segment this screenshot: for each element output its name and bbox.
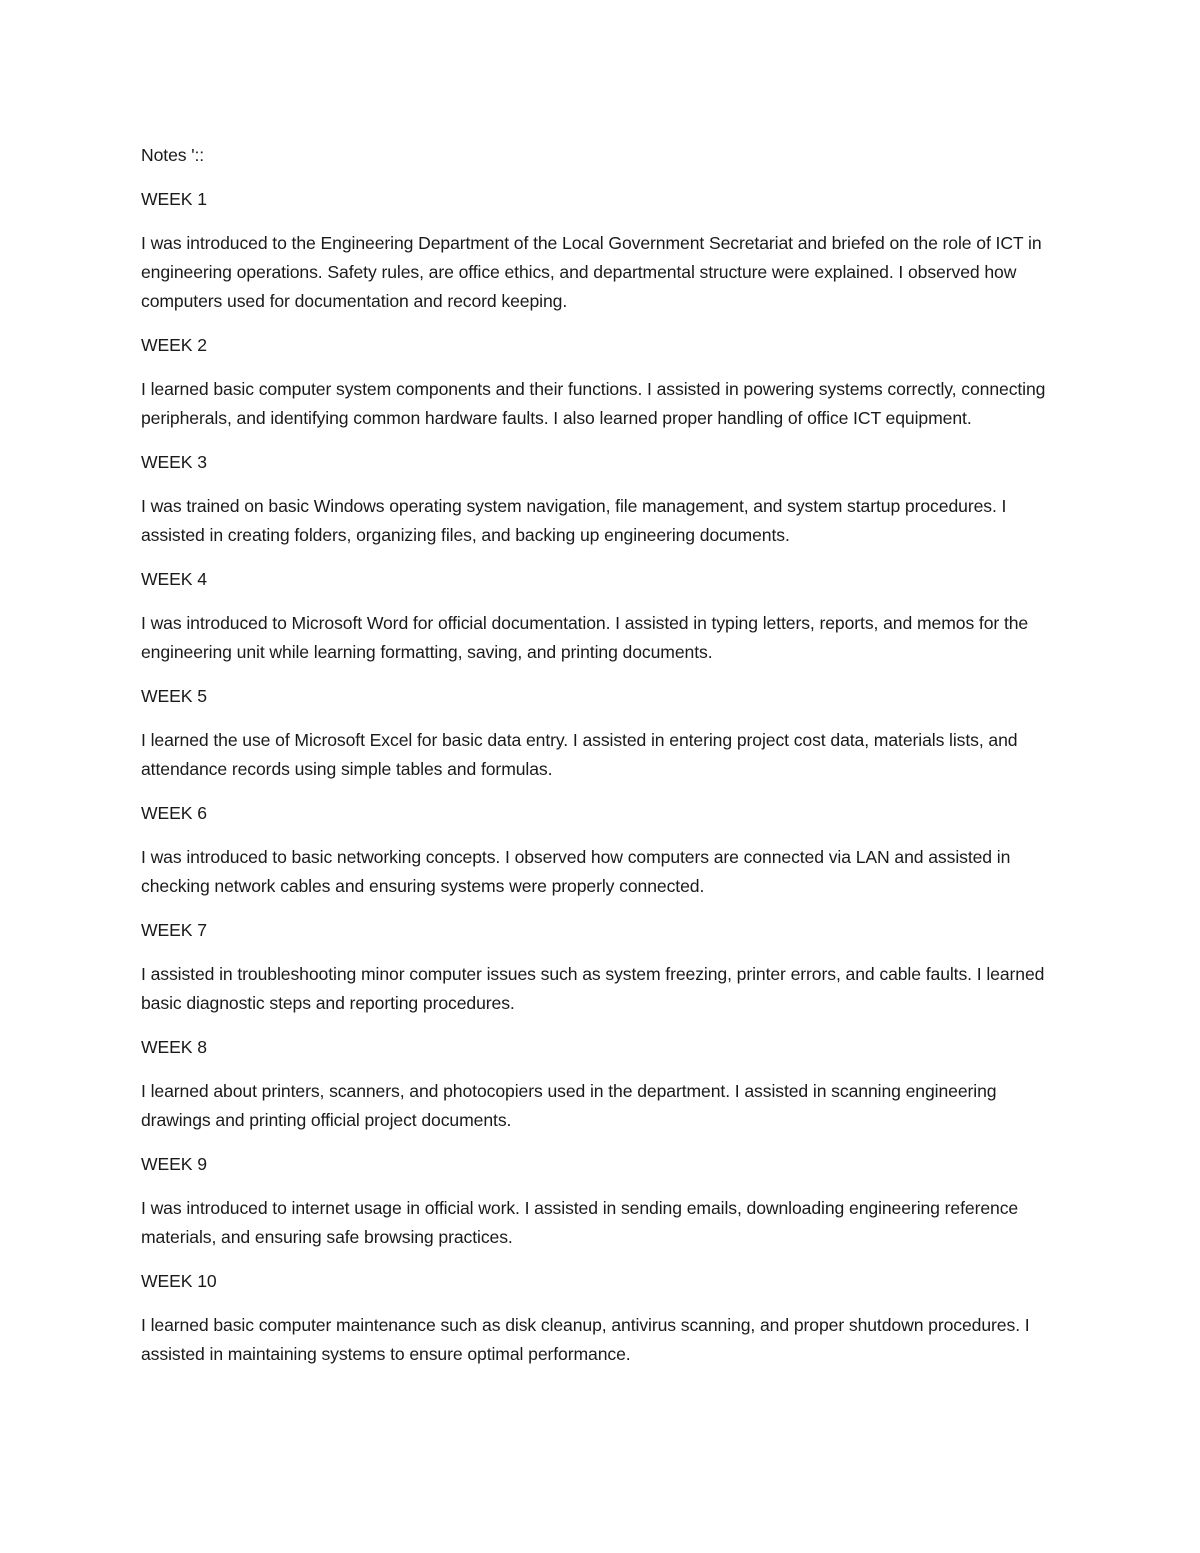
week-section: [141, 331, 1061, 433]
week-heading: WEEK 9: [141, 1154, 207, 1174]
week-section: [141, 565, 1061, 667]
week-section: [141, 448, 1061, 550]
week-heading: WEEK 2: [141, 335, 207, 355]
week-heading: WEEK 4: [141, 569, 207, 589]
week-heading: WEEK 8: [141, 1037, 207, 1057]
week-section: [141, 185, 1061, 316]
week-heading: WEEK 7: [141, 920, 207, 940]
week-heading: WEEK 10: [141, 1271, 217, 1291]
week-text: I was introduced to basic networking concepts. I observed how computers are connected via LAN and assisted in checking network cables and ensuring systems were properly connected.: [141, 847, 1011, 896]
week-section: [141, 1033, 1061, 1135]
document-body: [141, 141, 1061, 1384]
week-text: I learned basic computer maintenance such as disk cleanup, antivirus scanning, and proper shutdown procedures. I assisted in maintaining systems to ensure optimal performance.: [141, 1315, 1030, 1364]
week-text: I was introduced to internet usage in official work. I assisted in sending emails, downloading engineering reference materials, and ensuring safe browsing practices.: [141, 1198, 1019, 1247]
week-heading: WEEK 1: [141, 189, 207, 209]
week-text: I learned basic computer system components and their functions. I assisted in powering systems correctly, connecting peripherals, and identifying common hardware faults. I also learned proper handling of office ICT equipment.: [141, 379, 1046, 428]
week-heading: WEEK 6: [141, 803, 207, 823]
week-text: I was introduced to the Engineering Department of the Local Government Secretariat and briefed on the role of ICT in engineering operations. Safety rules, are office ethics, and departmental structure were explained. I observed how computers used for documentation and record keeping.: [141, 233, 1042, 311]
week-section: [141, 682, 1061, 784]
week-text: I learned about printers, scanners, and photocopiers used in the department. I assisted in scanning engineering drawings and printing official project documents.: [141, 1081, 997, 1130]
week-heading: WEEK 5: [141, 686, 207, 706]
notes-title: Notes '::: [141, 145, 205, 165]
week-text: I was introduced to Microsoft Word for official documentation. I assisted in typing letters, reports, and memos for the engineering unit while learning formatting, saving, and printing documents.: [141, 613, 1029, 662]
week-section: [141, 799, 1061, 901]
week-section: [141, 916, 1061, 1018]
week-text: I assisted in troubleshooting minor computer issues such as system freezing, printer errors, and cable faults. I learned basic diagnostic steps and reporting procedures.: [141, 964, 1045, 1013]
week-text: I was trained on basic Windows operating system navigation, file management, and system startup procedures. I assisted in creating folders, organizing files, and backing up engineering documents.: [141, 496, 1007, 545]
week-section: [141, 1267, 1061, 1369]
week-text: I learned the use of Microsoft Excel for basic data entry. I assisted in entering project cost data, materials lists, and attendance records using simple tables and formulas.: [141, 730, 1018, 779]
week-section: [141, 1150, 1061, 1252]
week-heading: WEEK 3: [141, 452, 207, 472]
